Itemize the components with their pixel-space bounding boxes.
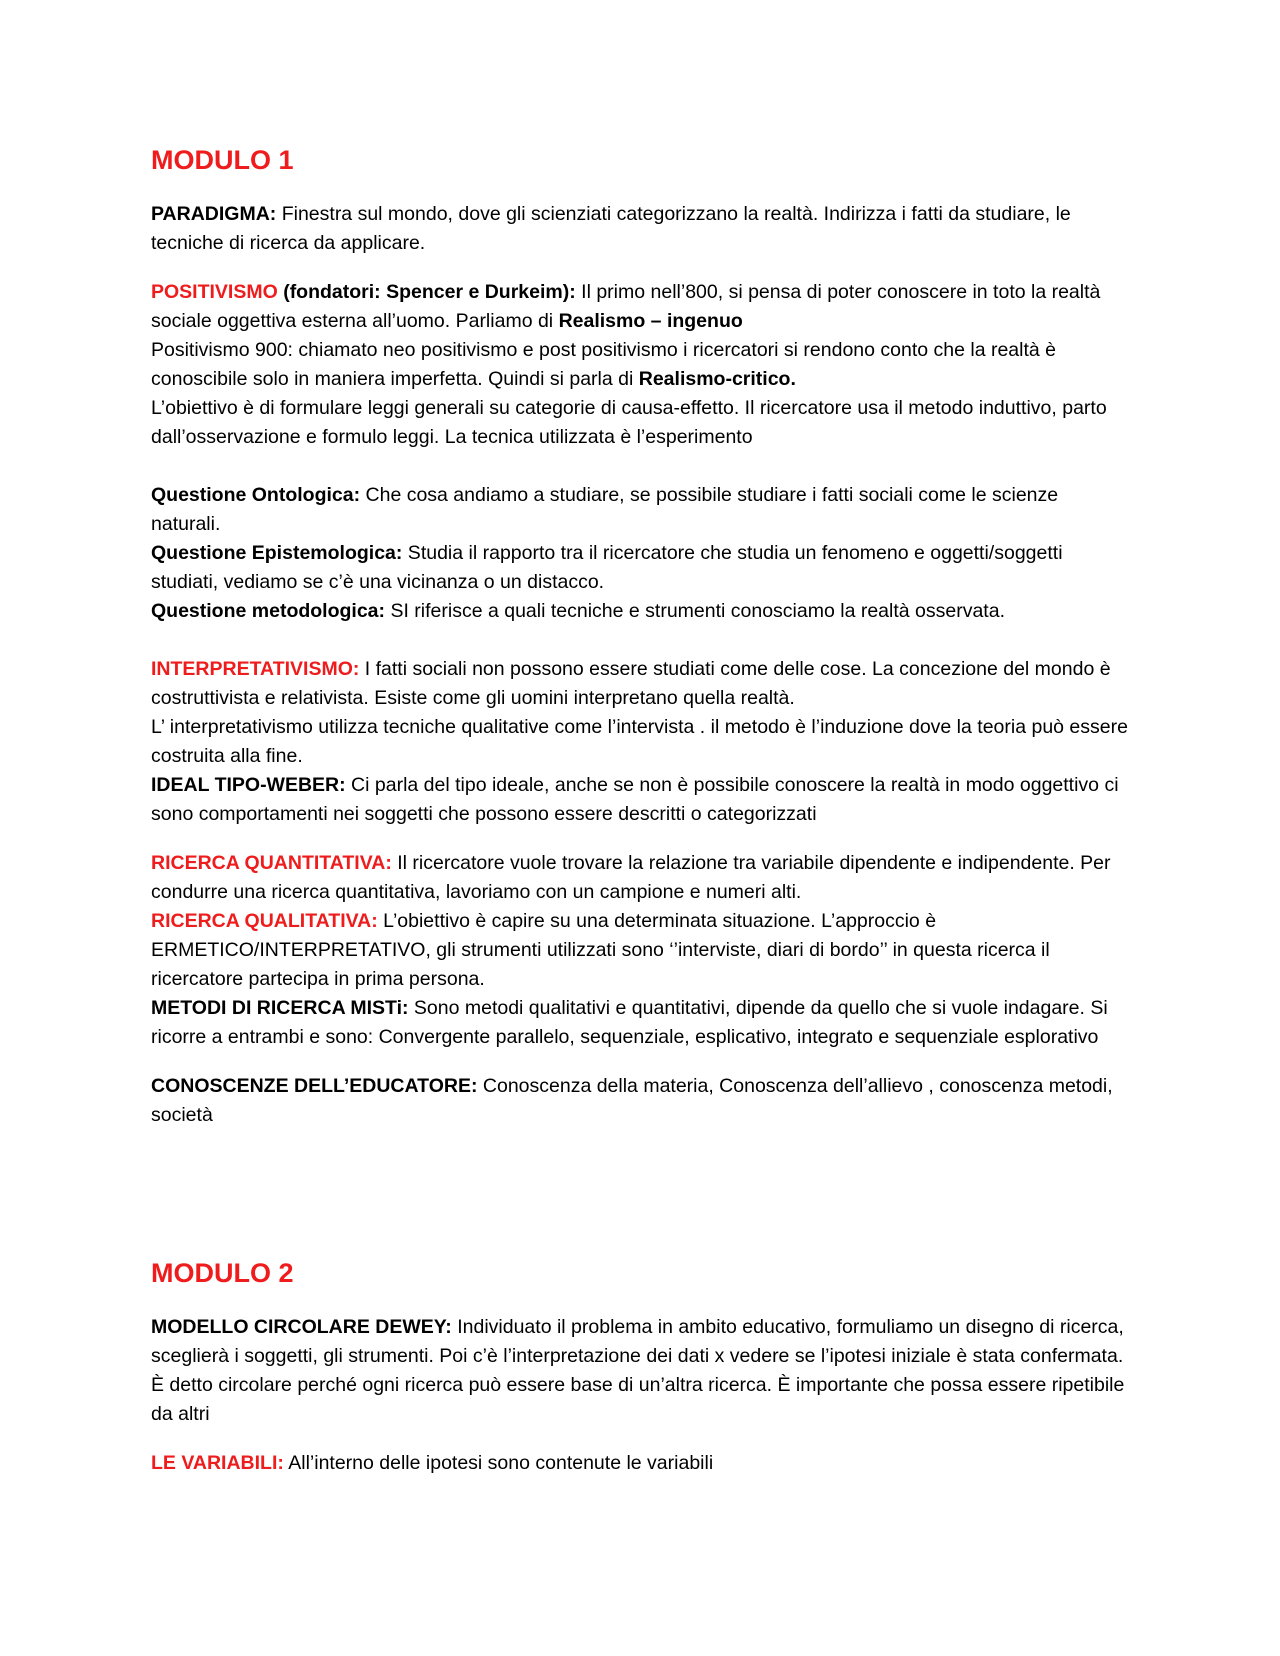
questione-epistemologica bbox=[151, 539, 1131, 597]
realismo-ingenuo: Realismo – ingenuo bbox=[558, 310, 743, 332]
metodi-misti-text: Sono metodi qualitativi e quantitativi, dipende da quello che si vuole indagare. Si ricorre a entrambi e sono: Convergente parallelo, sequenziale, esplicativo, integrato e sequenziale esplorativo bbox=[151, 997, 1108, 1048]
document-page bbox=[151, 140, 1131, 1478]
conoscenze-text: Conoscenza della materia, Conoscenza dell’allievo , conoscenza metodi, società bbox=[151, 1075, 1113, 1126]
positivismo-900-paragraph bbox=[151, 336, 1131, 394]
ideal-tipo-paragraph bbox=[151, 771, 1131, 829]
metodi-misti-paragraph bbox=[151, 994, 1131, 1052]
ricerca-qualitativa-paragraph bbox=[151, 907, 1131, 994]
questione-epistemologica-text: Studia il rapporto tra il ricercatore che studia un fenomeno e oggetti/soggetti studiati, vediamo se c’è una vicinanza o un distacco. bbox=[151, 542, 1063, 593]
positivismo-label: POSITIVISMO bbox=[151, 281, 278, 303]
interpretativismo-label: INTERPRETATIVISMO: bbox=[151, 658, 360, 680]
variabili-label: LE VARIABILI: bbox=[151, 1452, 284, 1474]
interpretativismo-paragraph bbox=[151, 655, 1131, 713]
questione-metodologica-text: SI riferisce a quali tecniche e strumenti conosciamo la realtà osservata. bbox=[385, 600, 1005, 622]
positivismo-paragraph bbox=[151, 278, 1131, 336]
questione-metodologica bbox=[151, 597, 1131, 626]
conoscenze-paragraph bbox=[151, 1072, 1131, 1130]
positivismo-obiettivo-paragraph: L’obiettivo è di formulare leggi generali su categorie di causa-effetto. Il ricercatore usa il metodo induttivo, parto dall’osservazione e formulo leggi. La tecnica utilizzata è l’esperimento bbox=[151, 397, 1107, 448]
ricerca-qualitativa-label: RICERCA QUALITATIVA: bbox=[151, 910, 378, 932]
questione-ontologica-text: Che cosa andiamo a studiare, se possibile studiare i fatti sociali come le scienze naturali. bbox=[151, 484, 1059, 535]
questione-epistemologica-label: Questione Epistemologica: bbox=[151, 542, 403, 564]
questione-ontologica bbox=[151, 481, 1131, 539]
paradigma-text: Finestra sul mondo, dove gli scienziati categorizzano la realtà. Indirizza i fatti da studiare, le tecniche di ricerca da applicare. bbox=[151, 203, 1071, 254]
ricerca-quantitativa-text: Il ricercatore vuole trovare la relazione tra variabile dipendente e indipendente. Per condurre una ricerca quantitativa, lavoriamo con un campione e numeri alti. bbox=[151, 852, 1111, 903]
questione-metodologica-label: Questione metodologica: bbox=[151, 600, 386, 622]
ideal-tipo-label: IDEAL TIPO-WEBER: bbox=[151, 774, 346, 796]
dewey-paragraph bbox=[151, 1313, 1131, 1429]
metodi-misti-label: METODI DI RICERCA MISTi: bbox=[151, 997, 409, 1019]
conoscenze-label: CONOSCENZE DELL’EDUCATORE: bbox=[151, 1075, 478, 1097]
paradigma-paragraph bbox=[151, 200, 1131, 258]
positivismo-text-1: Il primo nell’800, si pensa di poter conoscere in toto la realtà sociale oggettiva esterna all’uomo. Parliamo di bbox=[151, 281, 1101, 332]
paradigma-label: PARADIGMA: bbox=[151, 203, 277, 225]
modulo-1-title: MODULO 1 bbox=[151, 145, 294, 175]
variabili-text: All’interno delle ipotesi sono contenute le variabili bbox=[283, 1452, 714, 1474]
positivismo-text-2: Positivismo 900: chiamato neo positivismo e post positivismo i ricercatori si rendono conto che la realtà è conoscibile solo in maniera imperfetta. Quindi si parla di bbox=[151, 339, 1057, 390]
realismo-critico: Realismo-critico. bbox=[638, 368, 796, 390]
ideal-tipo-text: Ci parla del tipo ideale, anche se non è possibile conoscere la realtà in modo oggettivo ci sono comportamenti nei soggetti che possono essere descritti o categorizzati bbox=[151, 774, 1119, 825]
interpretativismo-text-2: L’ interpretativismo utilizza tecniche qualitative come l’intervista . il metodo è l’induzione dove la teoria può essere costruita alla fine. bbox=[151, 716, 1128, 767]
ricerca-qualitativa-text: L’obiettivo è capire su una determinata situazione. L’approccio è ERMETICO/INTERPRETATIVO, gli strumenti utilizzati sono ‘’interviste, diari di bordo’’ in questa ricerca il ricercatore partecipa in prima persona. bbox=[151, 910, 1050, 990]
interpretativismo-text-1: I fatti sociali non possono essere studiati come delle cose. La concezione del mondo è costruttivista e relativista. Esiste come gli uomini interpretano quella realtà. bbox=[151, 658, 1111, 709]
ricerca-quantitativa-label: RICERCA QUANTITATIVA: bbox=[151, 852, 392, 874]
questione-ontologica-label: Questione Ontologica: bbox=[151, 484, 361, 506]
dewey-text: Individuato il problema in ambito educativo, formuliamo un disegno di ricerca, sceglierà i soggetti, gli strumenti. Poi c’è l’interpretazione dei dati x vedere se l’ipotesi iniziale è stata confermata. È detto circolare perché ogni ricerca può essere base di un’altra ricerca. È importante che possa essere ripetibile da altri bbox=[151, 1316, 1125, 1425]
ricerca-quantitativa-paragraph bbox=[151, 849, 1131, 907]
dewey-label: MODELLO CIRCOLARE DEWEY: bbox=[151, 1316, 452, 1338]
positivismo-founders: (fondatori: Spencer e Durkeim): bbox=[277, 281, 576, 303]
variabili-paragraph bbox=[151, 1449, 1131, 1478]
modulo-2-title: MODULO 2 bbox=[151, 1258, 294, 1288]
